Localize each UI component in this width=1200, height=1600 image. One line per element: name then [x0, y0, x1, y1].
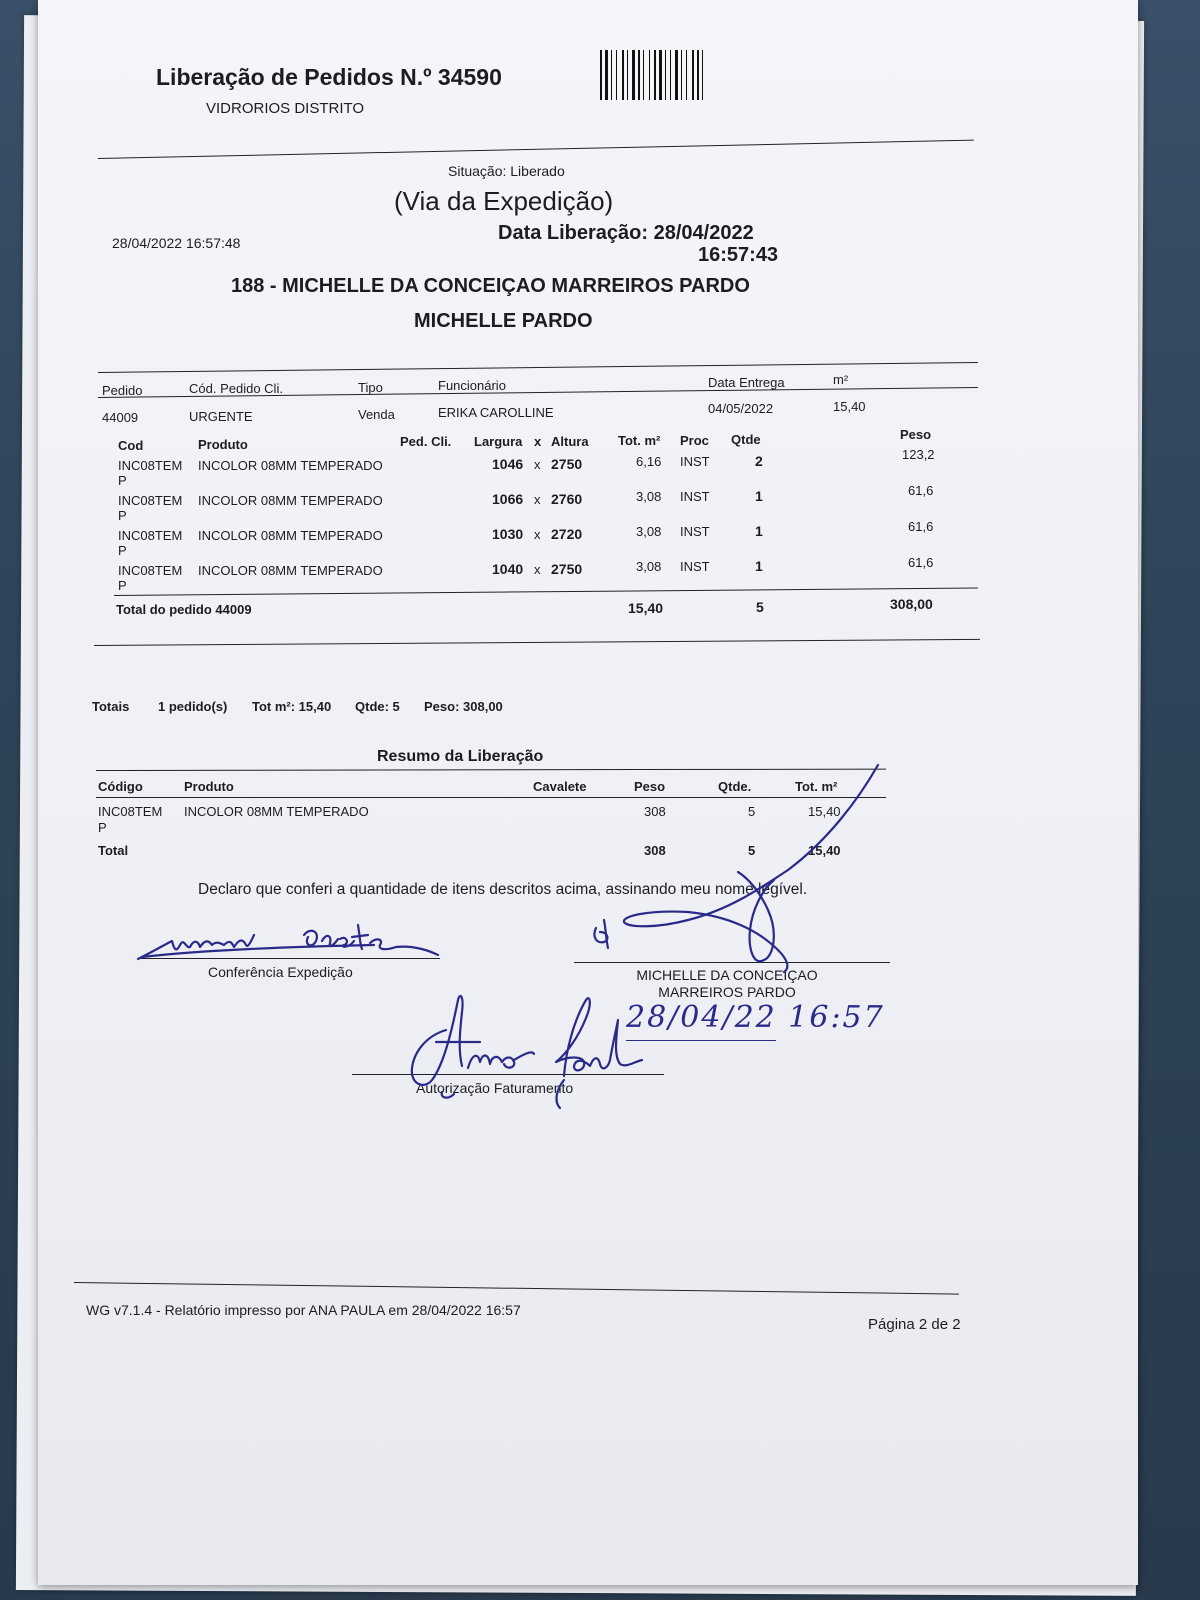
status-text: Situação: Liberado [448, 163, 565, 179]
summary-codigo: INC08TEM P [98, 804, 163, 835]
order-total-qtde: 5 [756, 599, 764, 615]
item-produto: INCOLOR 08MM TEMPERADO [198, 563, 383, 578]
item-peso: 123,2 [902, 447, 935, 462]
order-total-label: Total do pedido 44009 [116, 602, 252, 617]
order-m2: 15,40 [833, 399, 866, 414]
client-signature [578, 760, 918, 980]
summary-header-cavalete: Cavalete [533, 779, 587, 794]
item-altura: 2720 [551, 526, 583, 542]
totals-label: Totais [92, 699, 130, 714]
item-proc: INST [680, 524, 710, 539]
item-x: x [534, 457, 541, 472]
handwritten-date-underline [626, 1040, 776, 1041]
item-largura: 1066 [492, 491, 524, 507]
authorization-signature [406, 990, 646, 1110]
footer-rule [74, 1282, 959, 1295]
item-proc: INST [680, 559, 710, 574]
item-produto: INCOLOR 08MM TEMPERADO [198, 458, 383, 473]
summary-tot-m2: 15,40 [808, 804, 841, 819]
items-header-produto: Produto [198, 437, 248, 452]
item-largura: 1040 [492, 561, 524, 577]
items-header-proc: Proc [680, 433, 709, 448]
order-header-m2: m² [833, 372, 849, 387]
footer-print-info: WG v7.1.4 - Relatório impresso por ANA PAULA em 28/04/2022 16:57 [86, 1302, 521, 1318]
item-proc: INST [680, 489, 710, 504]
item-produto: INCOLOR 08MM TEMPERADO [198, 528, 383, 543]
page-number: Página 2 de 2 [868, 1316, 961, 1333]
summary-produto: INCOLOR 08MM TEMPERADO [184, 804, 369, 819]
item-qtde: 2 [755, 453, 763, 469]
item-largura: 1046 [492, 456, 524, 472]
conference-signature [134, 915, 454, 965]
order-header-tipo: Tipo [358, 380, 383, 395]
client-name: 188 - MICHELLE DA CONCEIÇAO MARREIROS PARDO [231, 275, 750, 297]
item-cod: INC08TEM P [118, 458, 183, 488]
order-funcionario: ERIKA CAROLLINE [438, 405, 554, 420]
handwritten-date: 28/04/22 16:57 [626, 1000, 885, 1035]
barcode [600, 50, 750, 102]
item-peso: 61,6 [908, 519, 934, 534]
order-header-pedido: Pedido [102, 383, 143, 398]
print-timestamp: 28/04/2022 16:57:48 [112, 235, 241, 251]
item-cod: INC08TEM P [118, 493, 183, 523]
summary-qtde: 5 [748, 804, 756, 819]
client-short-name: MICHELLE PARDO [414, 310, 593, 332]
order-total-m2: 15,40 [628, 600, 664, 616]
item-tot-m2: 3,08 [636, 559, 662, 574]
document-page [38, 0, 1138, 1585]
item-x: x [534, 492, 541, 507]
authorization-label: Autorização Faturamento [416, 1080, 574, 1096]
declaration-text: Declaro que conferi a quantidade de itens descritos acima, assinando meu nome legível. [198, 881, 808, 898]
items-header-peso: Peso [900, 427, 932, 442]
item-x: x [534, 562, 541, 577]
order-cod-cli: URGENTE [189, 409, 253, 424]
item-proc: INST [680, 454, 710, 469]
order-total-peso: 308,00 [890, 596, 933, 612]
item-qtde: 1 [755, 488, 763, 504]
summary-total-tot: 15,40 [808, 843, 841, 858]
item-tot-m2: 3,08 [636, 524, 662, 539]
item-qtde: 1 [755, 558, 763, 574]
summary-header-peso: Peso [634, 779, 666, 794]
copy-label: (Via da Expedição) [394, 186, 614, 216]
release-time: 16:57:43 [698, 244, 779, 266]
item-cod: INC08TEM P [118, 563, 183, 593]
items-header-cod: Cod [118, 438, 144, 453]
items-header-tot-m2: Tot. m² [618, 433, 661, 448]
document-title: Liberação de Pedidos N.º 34590 [156, 64, 502, 90]
item-peso: 61,6 [908, 555, 934, 570]
client-signature-name: MICHELLE DA CONCEIÇAO MARREIROS PARDO [636, 967, 818, 1000]
release-date-label: Data Liberação: [498, 222, 649, 244]
summary-header-codigo: Código [98, 779, 143, 794]
summary-peso: 308 [644, 804, 666, 819]
item-largura: 1030 [492, 526, 524, 542]
order-header-funcionario: Funcionário [438, 378, 506, 393]
item-peso: 61,6 [908, 483, 934, 498]
summary-total-qtde: 5 [748, 843, 756, 858]
items-header-altura: Altura [551, 434, 589, 449]
item-altura: 2750 [551, 456, 583, 472]
company-name: VIDRORIOS DISTRITO [206, 100, 365, 117]
totals-m2: Tot m²: 15,40 [252, 699, 332, 714]
item-tot-m2: 6,16 [636, 454, 662, 469]
order-data-entrega: 04/05/2022 [708, 401, 774, 416]
summary-total-peso: 308 [644, 843, 666, 858]
item-altura: 2760 [551, 491, 583, 507]
totals-pedidos: 1 pedido(s) [158, 699, 228, 714]
release-date [498, 222, 754, 245]
summary-total-label: Total [98, 843, 129, 858]
item-qtde: 1 [755, 523, 763, 539]
summary-header-tot-m2: Tot. m² [795, 779, 838, 794]
summary-title: Resumo da Liberação [377, 748, 544, 765]
item-x: x [534, 527, 541, 542]
item-cod: INC08TEM P [118, 528, 183, 558]
order-header-data-entrega: Data Entrega [708, 375, 785, 390]
items-header-ped-cli: Ped. Cli. [400, 434, 452, 449]
items-header-x: x [534, 434, 542, 449]
item-produto: INCOLOR 08MM TEMPERADO [198, 493, 383, 508]
item-tot-m2: 3,08 [636, 489, 662, 504]
conference-label: Conferência Expedição [208, 964, 353, 980]
order-bottom-rule [94, 639, 980, 646]
items-total-rule [114, 587, 978, 596]
item-altura: 2750 [551, 561, 583, 577]
summary-header-qtde: Qtde. [718, 779, 752, 794]
items-header-qtde: Qtde [731, 432, 761, 447]
order-pedido: 44009 [102, 410, 139, 425]
order-header-cod-cli: Cód. Pedido Cli. [189, 381, 283, 396]
order-tipo: Venda [358, 407, 395, 422]
totals-qtde: Qtde: 5 [355, 699, 400, 714]
summary-header-produto: Produto [184, 779, 234, 794]
header-divider [98, 140, 974, 159]
release-date-value: 28/04/2022 [653, 222, 754, 244]
items-header-largura: Largura [474, 434, 523, 449]
totals-peso: Peso: 308,00 [424, 699, 503, 714]
